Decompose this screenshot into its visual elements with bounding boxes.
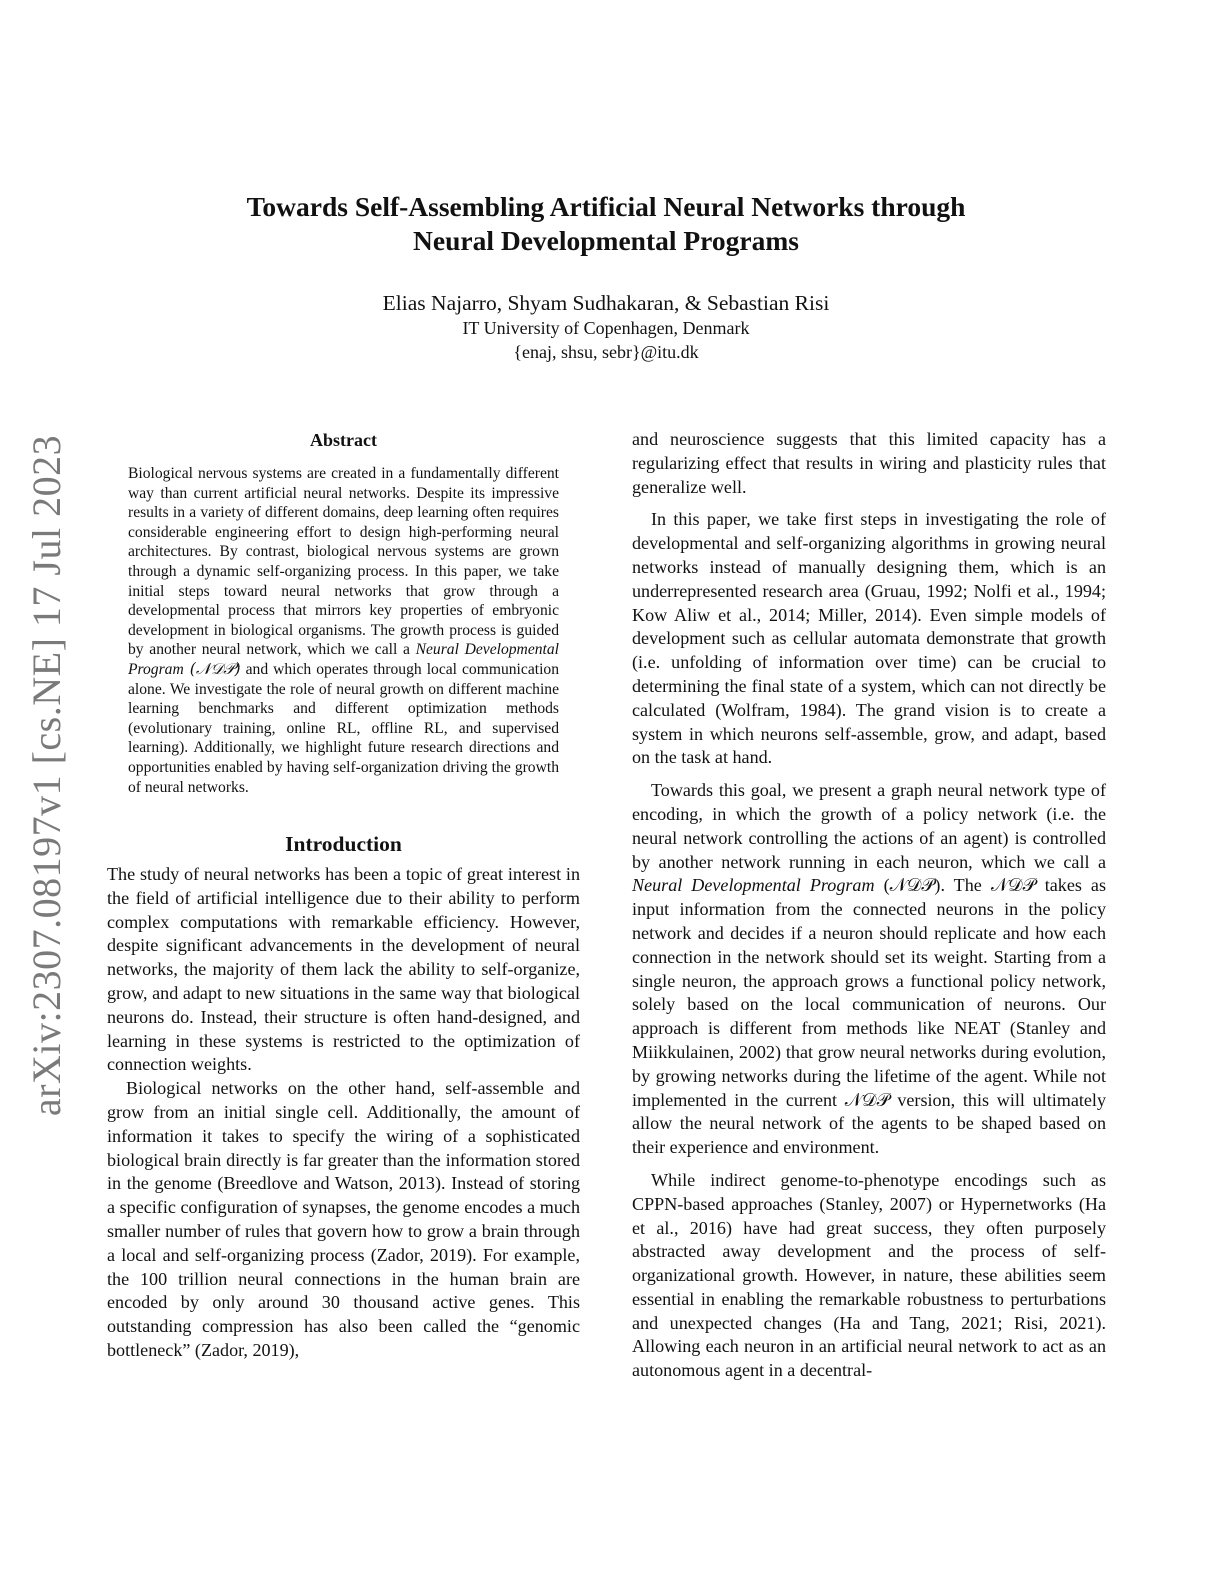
intro-paragraph-1: The study of neural networks has been a topic of great interest in the field of artificial intelligence due to their ability to perform complex computations with remarkable efficiency. However, despite significant advancements in the development of neural networks, the majority of them lack the ability to self-organize, grow, and adapt to new situations in the same way that biological neurons do. Instead, their structure is often hand-designed, and learning in these systems is restricted to the optimization of connection weights. [107,864,580,1075]
abstract-text-part-1: Biological nervous systems are created in a fundamentally different way than current artificial neural networks. Despite its impressive results in a variety of different domains, deep learning often requires considerable engineering effort to design high-performing neural architectures. By contrast, biological nervous systems are grown through a dynamic self-organizing process. In this paper, we take initial steps toward neural networks that grow through a developmental process that mirrors key properties of embryonic development in biological organisms. The growth process is guided by another neural network, which we call a [128,465,559,659]
arxiv-identifier-stamp [22,435,72,1115]
abstract-text-part-2: and which operates through local communication alone. We investigate the role of neural growth on different machine learning benchmarks and different optimization methods (evolutionary training, online RL, offline RL, and supervised learning). Additionally, we highlight future research directions and opportunities enabled by having self-organization driving the growth of neural networks. [128,660,559,796]
right-paragraph-1: In this paper, we take first steps in investigating the role of developmental and self-organizing algorithms in growing neural networks instead of manually designing them, which is an underrepresented research area (Gruau, 1992; Nolfi et al., 1994; Kow Aliw et al., 2014; Miller, 2014). Even simple models of development such as cellular automata demonstrate that growth (i.e. unfolding of information over time) can be crucial to determining the final state of a system, which can not directly be calculated (Wolfram, 1984). The grand vision is to create a system in which neurons self-assemble, grow, and adapt, based on the task at hand. [632,509,1106,768]
author-email: {enaj, shsu, sebr}@itu.dk [513,342,699,362]
right-paragraph-3: While indirect genome-to-phenotype encodings such as CPPN-based approaches (Stanley, 2007) or Hypernetworks (Ha et al., 2016) have had great success, they often purposely abstracted away development and the process of self-organizational growth. However, in nature, these abilities seem essential in enabling the remarkable robustness to perturbations and unexpected changes (Ha and Tang, 2021; Risi, 2021). Allowing each neuron in an artificial neural network to act as an autonomous agent in a decentral- [632,1169,1106,1381]
paper-title [180,190,1032,258]
right-paragraph-2-italic: Neural Developmental Program [632,875,875,896]
introduction-heading: Introduction [285,832,402,857]
right-paragraph-2-part-a: Towards this goal, we present a graph neural network type of encoding, in which the growth of a policy network (i.e. the neural network controlling the actions of an agent) is controlled by another network running in each neuron, which we call a [632,780,1106,872]
author-list: Elias Najarro, Shyam Sudhakaran, & Sebastian Risi [382,291,830,315]
abstract-body [128,464,559,797]
abstract-text-italic: Neural Developmental Program [128,641,559,678]
right-paragraph-continued: and neuroscience suggests that this limited capacity has a regularizing effect that results in wiring and plasticity rules that generalize well. [632,429,1106,497]
right-paragraph-2 [632,779,1106,1160]
author-affiliation: IT University of Copenhagen, Denmark [462,318,750,338]
title-line-1: Towards Self-Assembling Artificial Neural Networks through [246,191,966,222]
right-column [632,428,1106,1383]
title-line-2: Neural Developmental Programs [413,225,799,256]
abstract-ndp-symbol: (𝒩𝒟𝒫) [183,659,241,678]
arxiv-identifier-text: arXiv:2307.08197v1 [cs.NE] 17 Jul 2023 [24,434,70,1116]
left-column [107,428,580,1363]
right-paragraph-2-part-b: (𝒩𝒟𝒫). The 𝒩𝒟𝒫 takes as input information from the connected neurons in the policy network and decides if a neuron should replicate and how each connection in the network should set its weight. Starting from a single neuron, the approach grows a functional policy network, solely based on the local communication of neurons. Our approach is different from methods like NEAT (Stanley and Miikkulainen, 2002) that grow neural networks during evolution, by growing networks during the lifetime of the agent. While not implemented in the current 𝒩𝒟𝒫 version, this will ultimately allow the neural network of the agents to be shaped based on their experience and environment. [632,875,1106,1158]
abstract-heading: Abstract [310,430,377,450]
intro-paragraph-2: Biological networks on the other hand, self-assemble and grow from an initial single cell. Additionally, the amount of information it takes to specify the wiring of a sophisticated biological brain directly is far greater than the information stored in the genome (Breedlove and Watson, 2013). Instead of storing a specific configuration of synapses, the genome encodes a much smaller number of rules that govern how to grow a brain through a local and self-organizing process (Zador, 2019). For example, the 100 trillion neural connections in the human brain are encoded by only around 30 thousand active genes. This outstanding compression has also been called the “genomic bottleneck” (Zador, 2019), [107,1078,580,1361]
